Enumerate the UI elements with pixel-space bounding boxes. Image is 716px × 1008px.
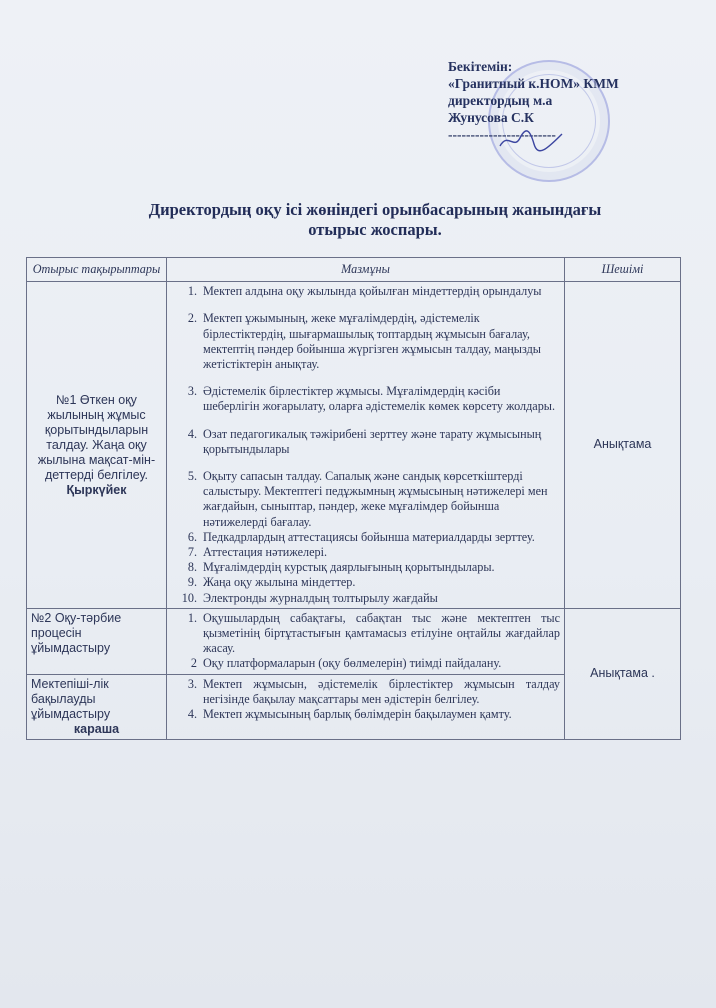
list-item: 8. Мұғалімдердің курстық даярлығының қорытындылары. (187, 560, 495, 575)
header-content: Мазмұны (167, 258, 565, 282)
approval-line-4: Жунусова С.К (448, 110, 534, 125)
plan-table (26, 257, 681, 740)
table-row (27, 608, 681, 674)
list-item: 5. Оқыту сапасын талдау. Сапалық және сандық көрсеткіштерді салыстыру. Мектептегі педұжымның жұмысының нәтижелері мен жағдайын, сыныптар, пәндер, жеке мұғалімдер бойынша нәтижелерді бағалау. (187, 469, 548, 529)
row2-content (167, 608, 565, 674)
table-header-row (27, 258, 681, 282)
title-line-1: Директордың оқу ісі жөніндегі орынбасарының жанындағы (148, 200, 602, 219)
header-topics: Отырыс тақырыптары (27, 258, 167, 282)
row1-content (167, 282, 565, 609)
page-title (60, 200, 690, 240)
row3-content (167, 674, 565, 739)
approval-line-1: Бекітемін: (448, 59, 513, 74)
list-item: 2. Мектеп ұжымының, жеке мұғалімдердің, әдістемелік бірлестіктердің, шығармашылық топтардың жұмысын бағалау, мектептің пәндер бойынша жүргізген жұмысын талдау, маңызды жетістіктерін анықтау. (187, 311, 541, 372)
row1-topic (27, 282, 167, 609)
row1-decision: Анықтама (565, 282, 681, 609)
approval-line-2: «Гранитный к.НОМ» КММ (448, 76, 619, 91)
approval-line-3: директордың м.а (448, 93, 553, 108)
list-item: 2 Оқу платформаларын (оқу бөлмелерін) тиімді пайдалану. (190, 656, 502, 671)
row2-topic: №2 Оқу-тәрбие процесін ұйымдастыру (27, 608, 167, 674)
list-item: 1. Оқушылардың сабақтағы, сабақтан тыс және мектептен тыс қызметінің біртұтастығын қамтамасыз етілуіне оңтайлы жағдайлар жасау. (187, 610, 560, 656)
row1-topic-text: №1 Өткен оқу жылының жұмыс қорытындыларын талдау. Жаңа оқу жылына мақсат-мін-деттерді белгілеу. (37, 392, 156, 482)
list-item: 1. Мектеп алдына оқу жылында қойылған міндеттердің орындалуы (187, 284, 542, 299)
row1-month: Қыркүйек (66, 482, 127, 497)
row3-month: караша (73, 721, 120, 736)
list-item: 10. Электронды журналдың толтырылу жағдайы (181, 590, 438, 605)
list-item: 3. Мектеп жұмысын, әдістемелік бірлестіктер жұмысын талдау негізінде бақылау мақсаттары мен әдістерін белгілеу. (187, 676, 560, 706)
list-item: 4. Мектеп жұмысының барлық бөлімдерін бақылаумен қамту. (187, 707, 512, 722)
row2-decision: Анықтама . (565, 608, 681, 739)
signature (496, 128, 566, 152)
list-item: 4. Озат педагогикалық тәжірибені зерттеу және тарату жұмысының қорытындылары (187, 426, 542, 456)
list-item: 7. Аттестация нәтижелері. (187, 545, 328, 560)
list-item: 9. Жаңа оқу жылына міндеттер. (187, 575, 356, 590)
title-line-2: отырыс жоспары. (308, 220, 442, 239)
row3-topic (27, 674, 167, 739)
header-decision: Шешімі (565, 258, 681, 282)
row3-topic-text: Мектепішi-лік бақылауды ұйымдастыру (31, 676, 111, 721)
list-item: 6. Педкадрлардың аттестациясы бойынша материалдарды зерттеу. (187, 529, 535, 544)
list-item: 3. Әдістемелік бірлестіктер жұмысы. Мұғалімдердің кәсіби шеберлігін жоғарылату, оларға әдістемелік көмек көрсету жолдары. (187, 384, 556, 414)
approval-signature-line: ------------------------ (448, 127, 556, 142)
table-row (27, 282, 681, 609)
